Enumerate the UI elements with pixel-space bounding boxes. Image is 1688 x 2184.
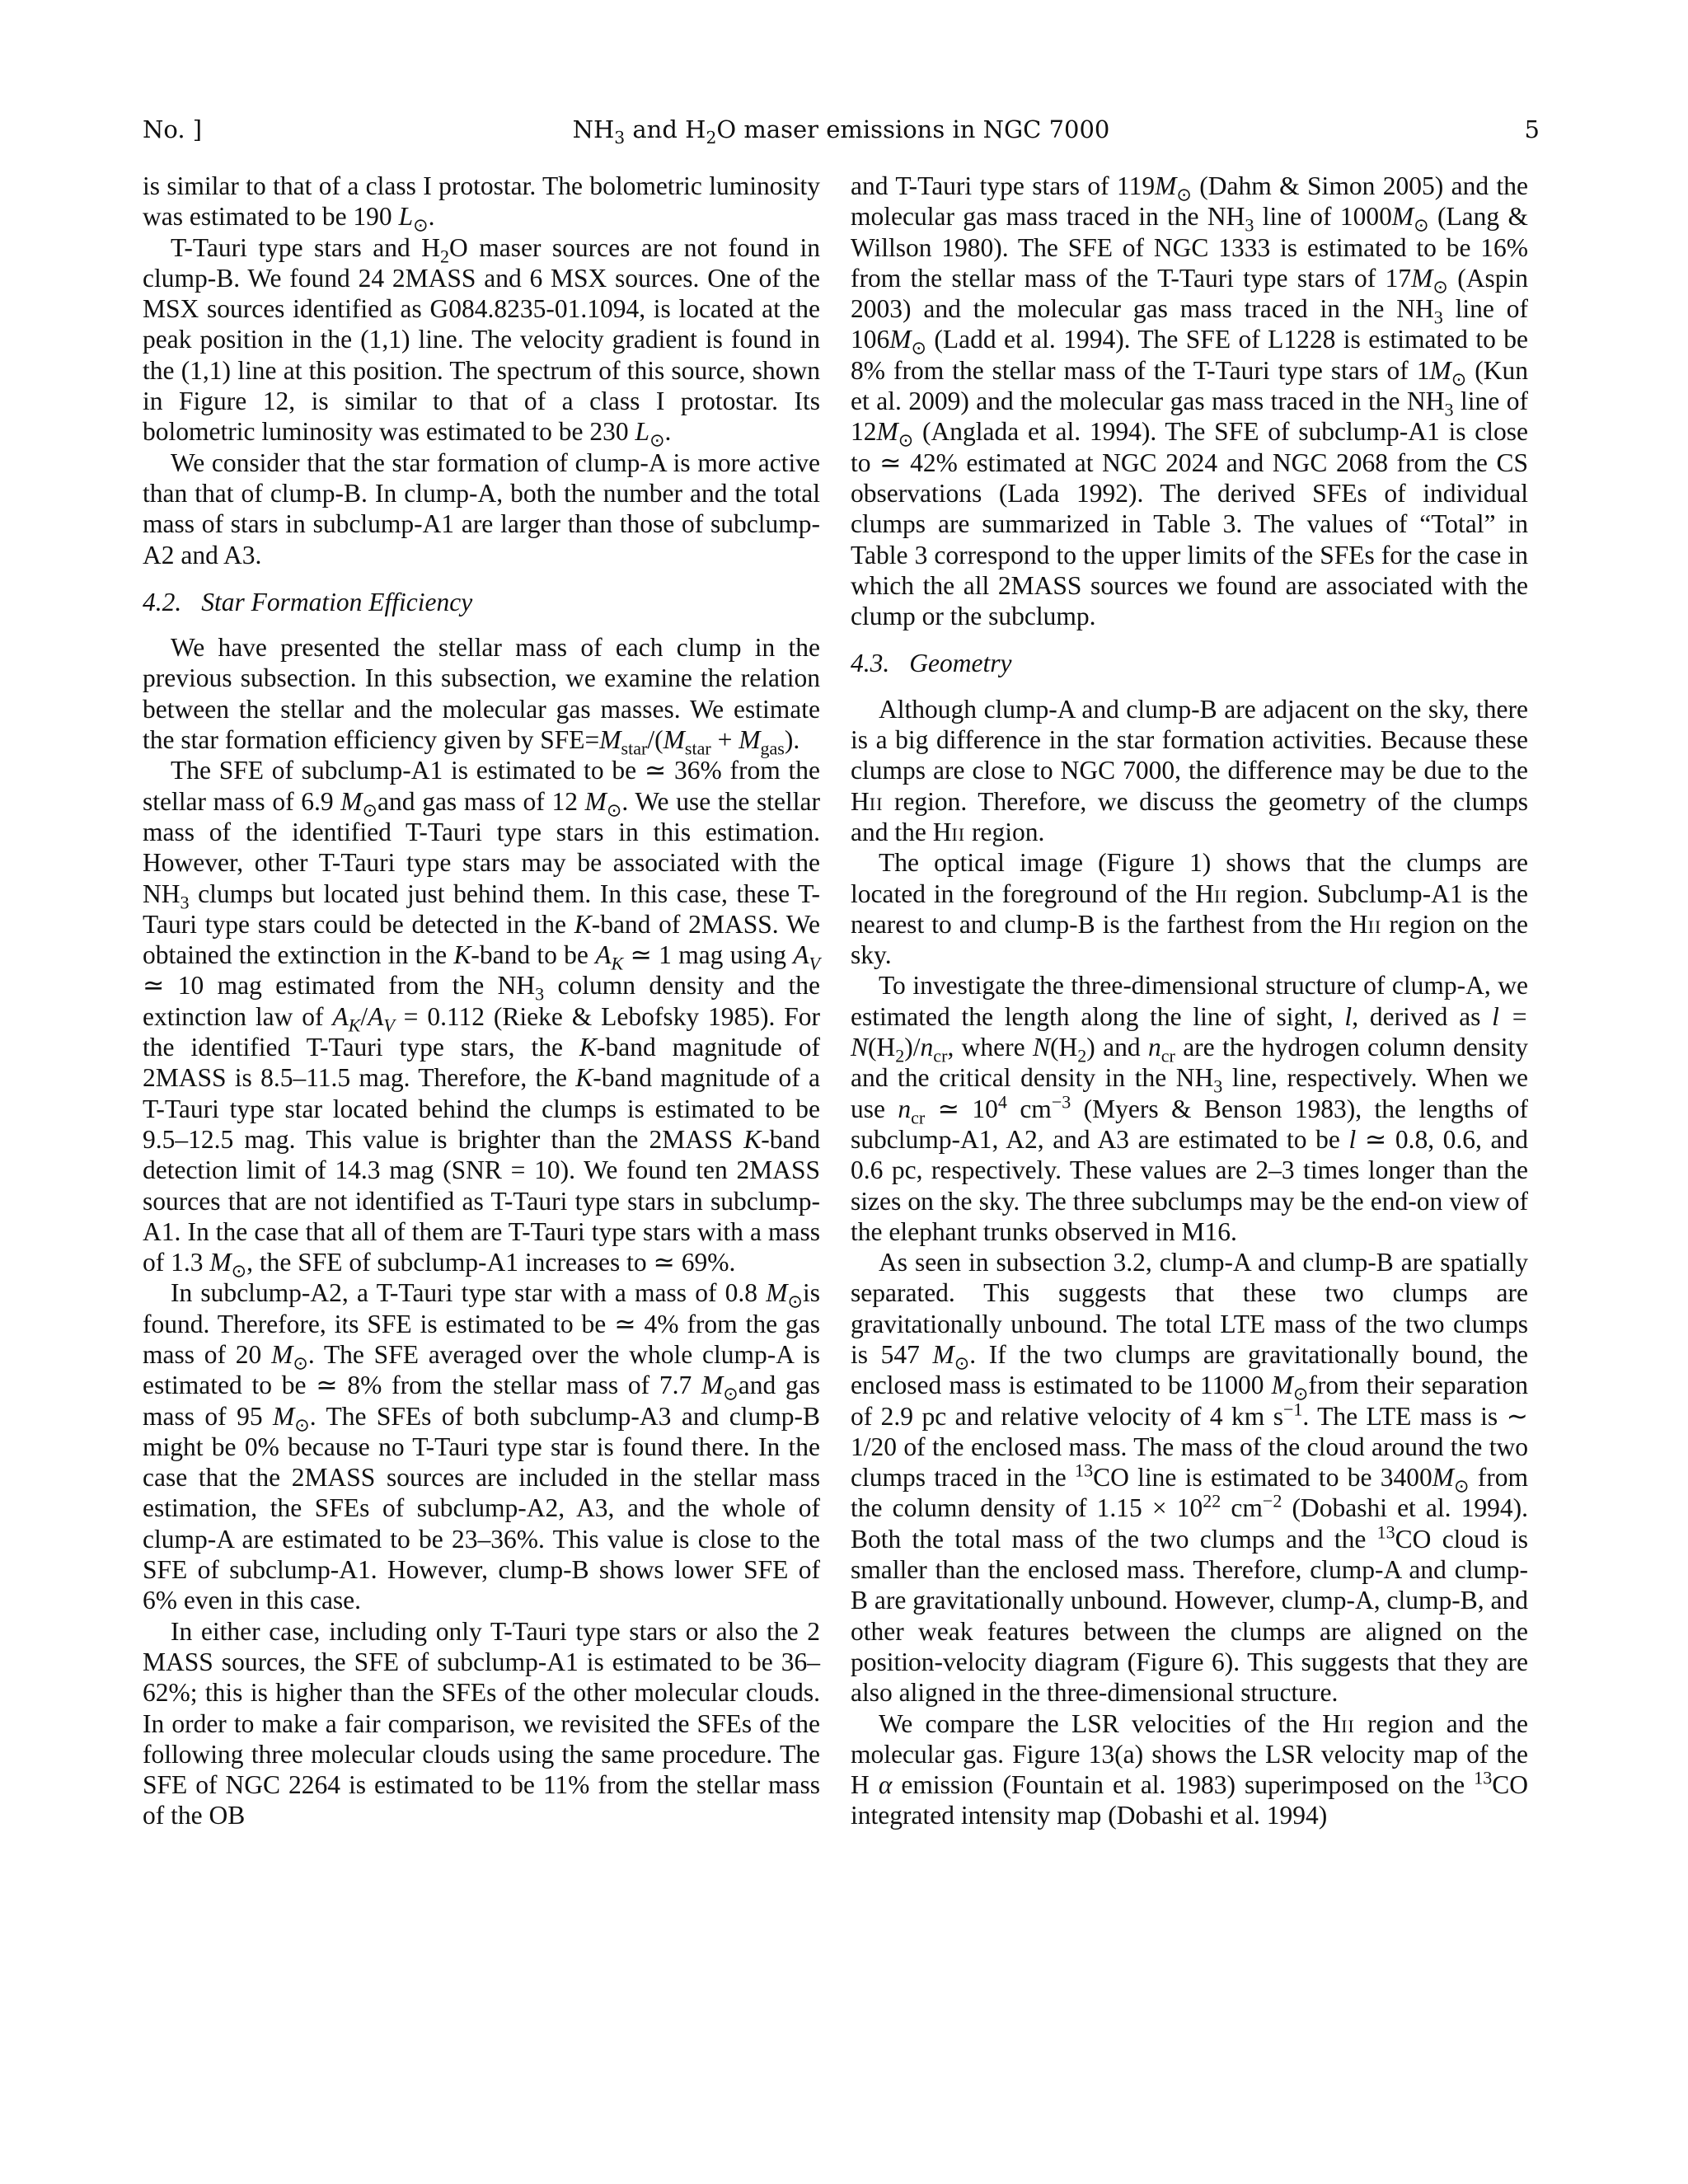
paragraph: In subclump-A2, a T-Tauri type star with a mass of 0.8 $M_⊙is$ found. Therefore, its SFE is estimated to be ≃ 4% from the gas mass of 20 $M_⊙$. The SFE averaged over the whole clump-A is estimated to be ≃ 8% from the stellar mass of 7.7 $M_⊙and$ gas mass of 95 $M_⊙$. The SFEs of both subclump-A3 and clump-B might be 0% because no T-Tauri type star is found there. In the case that the 2MASS sources are included in the stellar mass estimation, the SFEs of subclump-A2, A3, and the whole of clump-A are estimated to be 23–36%. This value is close to the SFE of subclump-A1. However, clump-B shows lower SFE of 6% even in this case. bbox=[143, 1278, 820, 1615]
paragraph: The optical image (Figure 1) shows that the clumps are located in the foreground of the Hii region. Subclump-A1 is the nearest to and clump-B is the farthest from the Hii region on the sky. bbox=[851, 848, 1528, 970]
paragraph: To investigate the three-dimensional structure of clump-A, we estimated the length along the line of sight, l, derived as $l = N(H_2)/n_{cr}$, where $N(H_2)$ and $n_{cr}$ are the hydrogen column density and the critical density in the $NH_3$ line, respectively. When we use $n_{cr}$ ≃ $10^4$ $cm^{-3}$ (Myers & Benson 1983), the lengths of subclump-A1, A2, and A3 are estimated to be l ≃ 0.8, 0.6, and 0.6 pc, respectively. These values are 2–3 times longer than the sizes on the sky. The three subclumps may be the end-on view of the elephant trunks observed in M16. bbox=[851, 971, 1529, 1246]
paragraph: In either case, including only T-Tauri type stars or also the 2 MASS sources, the SFE of subclump-A1 is estimated to be 36–62%; this is higher than the SFEs of the other molecular clouds. In order to make a fair comparison, we revisited the SFEs of the following three molecular clouds using the same procedure. The SFE of NGC 2264 is estimated to be 11% from the stellar mass of the OB bbox=[143, 1616, 820, 1830]
page-number: 5 bbox=[1524, 115, 1540, 143]
running-title: $NH_3$ and $H_2O$ maser emissions in NGC 7000 bbox=[572, 115, 1110, 148]
paragraph: We have presented the stellar mass of each clump in the previous subsection. In this subsection, we examine the relation between the stellar and the molecular gas masses. We estimate the star formation efficiency given by $SFE=M_{star}/(M_{star} + M_{gas})$. bbox=[143, 633, 820, 759]
journal-number: No. ] bbox=[143, 115, 203, 143]
paragraph: The SFE of subclump-A1 is estimated to be ≃ 36% from the stellar mass of 6.9 $M_⊙and$ gas mass of 12 $M_⊙$. We use the stellar mass of the identified T-Tauri type stars in this estimation. However, other T-Tauri type stars may be associated with the $NH_3$ clumps but located just behind them. In this case, these T-Tauri type stars could be detected in the K-band of 2MASS. We obtained the extinction in the K-band to be $A_K$ ≃ 1 mag using $A_V$ ≃ 10 mag estimated from the $NH_3$ column density and the extinction law of $A_K/A_V = 0.112$ (Rieke & Lebofsky 1985). For the identified T-Tauri type stars, the K-band magnitude of 2MASS is 8.5–11.5 mag. Therefore, the K-band magnitude of a T-Tauri type star located behind the clumps is estimated to be 9.5–12.5 mag. This value is brighter than the 2MASS K-band detection limit of 14.3 mag (SNR = 10). We found ten 2MASS sources that are not identified as T-Tauri type stars in subclump-A1. In the case that all of them are T-Tauri type stars with a mass of 1.3 $M_⊙$, the SFE of subclump-A1 increases to ≃ 69%. bbox=[143, 756, 821, 1282]
paragraph: We consider that the star formation of clump-A is more active than that of clump-B. In clump-A, both the number and the total mass of stars in subclump-A1 are larger than those of subclump-A2 and A3. bbox=[143, 448, 820, 569]
right-column bbox=[851, 171, 1528, 1831]
paragraph: As seen in subsection 3.2, clump-A and clump-B are spatially separated. This suggests that these two clumps are gravitationally unbound. The total LTE mass of the two clumps is 547 $M_⊙$. If the two clumps are gravitationally bound, the enclosed mass is estimated to be 11000 $M_⊙from$ their separation of 2.9 pc and relative velocity of 4 km $s^{-1}$. The LTE mass is ∼ 1/20 of the enclosed mass. The mass of the cloud around the two clumps traced in the $^{13}$CO line is estimated to be $3400M_⊙$ from the column density of $1.15 \times 10^{22}$ $cm^{-2}$ (Dobashi et al. 1994). Both the total mass of the two clumps and the $^{13}$CO cloud is smaller than the enclosed mass. Therefore, clump-A and clump-B are gravitationally unbound. However, clump-A, clump-B, and other weak features between the clumps are aligned on the position-velocity diagram (Figure 6). This suggests that they are also aligned in the three-dimensional structure. bbox=[851, 1248, 1529, 1708]
paragraph: and T-Tauri type stars of $119M_⊙$ (Dahm & Simon 2005) and the molecular gas mass traced in the $NH_3$ line of $1000M_⊙$ (Lang & Willson 1980). The SFE of NGC 1333 is estimated to be 16% from the stellar mass of the T-Tauri type stars of $17M_⊙$ (Aspin 2003) and the molecular gas mass traced in the $NH_3$ line of $106M_⊙$ (Ladd et al. 1994). The SFE of L1228 is estimated to be 8% from the stellar mass of the T-Tauri type stars of $1M_⊙$ (Kun et al. 2009) and the molecular gas mass traced in the $NH_3$ line of $12M_⊙$ (Anglada et al. 1994). The SFE of subclump-A1 is close to ≃ 42% estimated at NGC 2024 and NGC 2068 from the CS observations (Lada 1992). The derived SFEs of individual clumps are summarized in Table 3. The values of “Total” in Table 3 correspond to the upper limits of the SFEs for the case in which the all 2MASS sources we found are associated with the clump or the subclump. bbox=[851, 171, 1528, 631]
paragraph: We compare the LSR velocities of the Hii region and the molecular gas. Figure 13(a) shows the LSR velocity map of the H α emission (Fountain et al. 1983) superimposed on the $^{13}$CO integrated intensity map (Dobashi et al. 1994) bbox=[851, 1708, 1529, 1830]
left-column bbox=[143, 171, 820, 1831]
running-header bbox=[143, 115, 1540, 152]
section-heading-4-2: 4.2. Star Formation Efficiency bbox=[143, 587, 473, 616]
paragraph: T-Tauri type stars and $H_2O$ maser sources are not found in clump-B. We found 24 2MASS and 6 MSX sources. One of the MSX sources identified as G084.8235-01.1094, is located at the peak position in the (1,1) line. The velocity gradient is found in the (1,1) line at this position. The spectrum of this source, shown in Figure 12, is similar to that of a class I protostar. Its bolometric luminosity was estimated to be 230 $L_⊙$. bbox=[143, 232, 820, 451]
section-heading-4-3: 4.3. Geometry bbox=[851, 649, 1012, 678]
paragraph: Although clump-A and clump-B are adjacent on the sky, there is a big difference in the star formation activities. Because these clumps are close to NGC 7000, the difference may be due to the Hii region. Therefore, we discuss the geometry of the clumps and the Hii region. bbox=[851, 694, 1528, 846]
paragraph: is similar to that of a class I protostar. The bolometric luminosity was estimated to be 190 $L_⊙$. bbox=[143, 171, 820, 236]
